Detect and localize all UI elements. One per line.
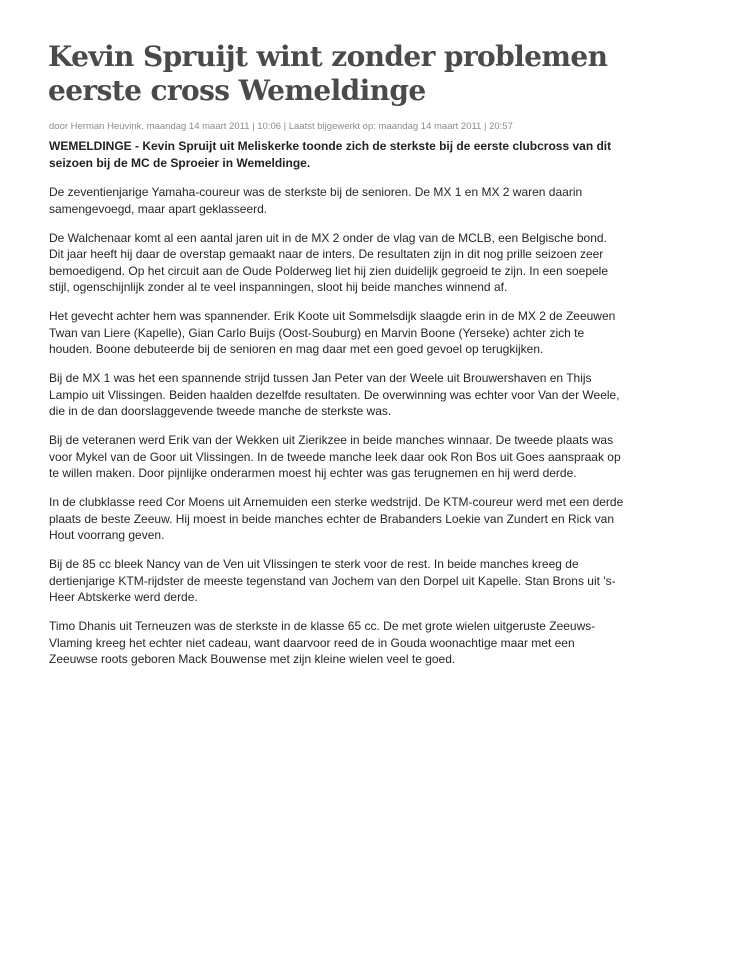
article-byline: door Herman Heuvink. maandag 14 maart 2011 | 10:06 | Laatst bijgewerkt op: maandag 14 maart 2011 | 20:57 xyxy=(49,121,513,132)
paragraph-line: samengevoegd, maar apart geklasseerd. xyxy=(49,201,268,216)
paragraph-line: Lampio uit Vlissingen. Beiden haalden dezelfde resultaten. De overwinning was echter voor Van der Weele, xyxy=(49,387,620,402)
paragraph-line: Vlaming kreeg het echter niet cadeau, want daarvoor reed de in Gouda woonachtige maar met een xyxy=(49,635,575,650)
lead-line: WEMELDINGE - Kevin Spruijt uit Meliskerke toonde zich de sterkste bij de eerste clubcross van dit xyxy=(49,139,612,153)
paragraph-line: te willen maken. Door pijnlijke onderarmen moest hij echter was gas terugnemen en hij werd derde. xyxy=(49,466,577,480)
article-paragraph xyxy=(49,230,689,296)
paragraph-line: bemoedigend. Op het circuit aan de Oude Polderweg liet hij zien duidelijk gegroeid te zijn. In een soepele xyxy=(49,263,609,278)
article-paragraph xyxy=(49,618,689,668)
article-headline xyxy=(48,40,698,108)
article-paragraph xyxy=(49,370,689,420)
article-paragraph xyxy=(49,494,689,544)
paragraph-line: Twan van Liere (Kapelle), Gian Carlo Buijs (Oost-Souburg) en Marvin Boone (Yerseke) achter zich te xyxy=(49,325,585,340)
article-paragraph xyxy=(49,432,689,482)
paragraph-line: stijl, ogenschijnlijk zonder al te veel inspanningen, sloot hij beide manches winnend af. xyxy=(49,280,508,294)
paragraph-line: Bij de 85 cc bleek Nancy van de Ven uit Vlissingen te sterk voor de rest. In beide manches kreeg de xyxy=(49,557,579,571)
paragraph-line: Bij de veteranen werd Erik van der Wekken uit Zierikzee in beide manches winnaar. De tweede plaats was xyxy=(49,433,614,447)
paragraph-line: voor Mykel van de Goor uit Vlissingen. In de tweede manche leek daar ook Ron Bos uit Goes aanspraak op xyxy=(49,449,621,464)
headline-line: Kevin Spruijt wint zonder problemen xyxy=(48,40,608,73)
paragraph-line: Dit jaar heeft hij daar de overstap gemaakt naar de inters. De resultaten zijn in dit nog prille seizoen zeer xyxy=(49,247,604,261)
paragraph-line: Heer Abtskerke werd derde. xyxy=(49,590,198,604)
paragraph-line: dertienjarige KTM-rijdster de meeste tegenstand van Jochem van den Dorpel uit Kapelle. Stan Brons uit 's- xyxy=(49,573,616,588)
paragraph-line: Bij de MX 1 was het een spannende strijd tussen Jan Peter van der Weele uit Brouwershaven en Thijs xyxy=(49,371,592,385)
paragraph-line: Hout voorrang geven. xyxy=(49,528,165,542)
article-paragraph xyxy=(49,184,689,217)
lead-line: seizoen bij de MC de Sproeier in Wemeldinge. xyxy=(49,156,311,170)
paragraph-line: die in de dan doorslaggevende tweede manche de sterkste was. xyxy=(49,404,392,418)
paragraph-line: Zeeuwse roots geboren Mack Bouwense met zijn kleine wielen veel te goed. xyxy=(49,652,456,666)
article-paragraph xyxy=(49,556,689,606)
paragraph-line: In de clubklasse reed Cor Moens uit Arnemuiden een sterke wedstrijd. De KTM-coureur werd met een derde xyxy=(49,495,624,509)
paragraph-line: De zeventienjarige Yamaha-coureur was de sterkste bij de senioren. De MX 1 en MX 2 waren daarin xyxy=(49,185,583,199)
paragraph-line: Timo Dhanis uit Terneuzen was de sterkste in de klasse 65 cc. De met grote wielen uitgeruste Zeeuws- xyxy=(49,619,596,633)
paragraph-line: houden. Boone debuteerde bij de senioren en mag daar met een goed gevoel op terugkijken. xyxy=(49,342,544,356)
headline-line: eerste cross Wemeldinge xyxy=(48,74,426,107)
paragraph-line: Het gevecht achter hem was spannender. Erik Koote uit Sommelsdijk slaagde erin in de MX 2 de Zeeuwen xyxy=(49,309,616,323)
article-paragraph xyxy=(49,308,689,358)
article-body xyxy=(49,184,689,680)
article-lead xyxy=(49,138,649,172)
paragraph-line: plaats de beste Zeeuw. Hij moest in beide manches echter de Brabanders Loekie van Zundert en Rick van xyxy=(49,511,614,526)
paragraph-line: De Walchenaar komt al een aantal jaren uit in de MX 2 onder de vlag van de MCLB, een Belgische bond. xyxy=(49,230,607,245)
